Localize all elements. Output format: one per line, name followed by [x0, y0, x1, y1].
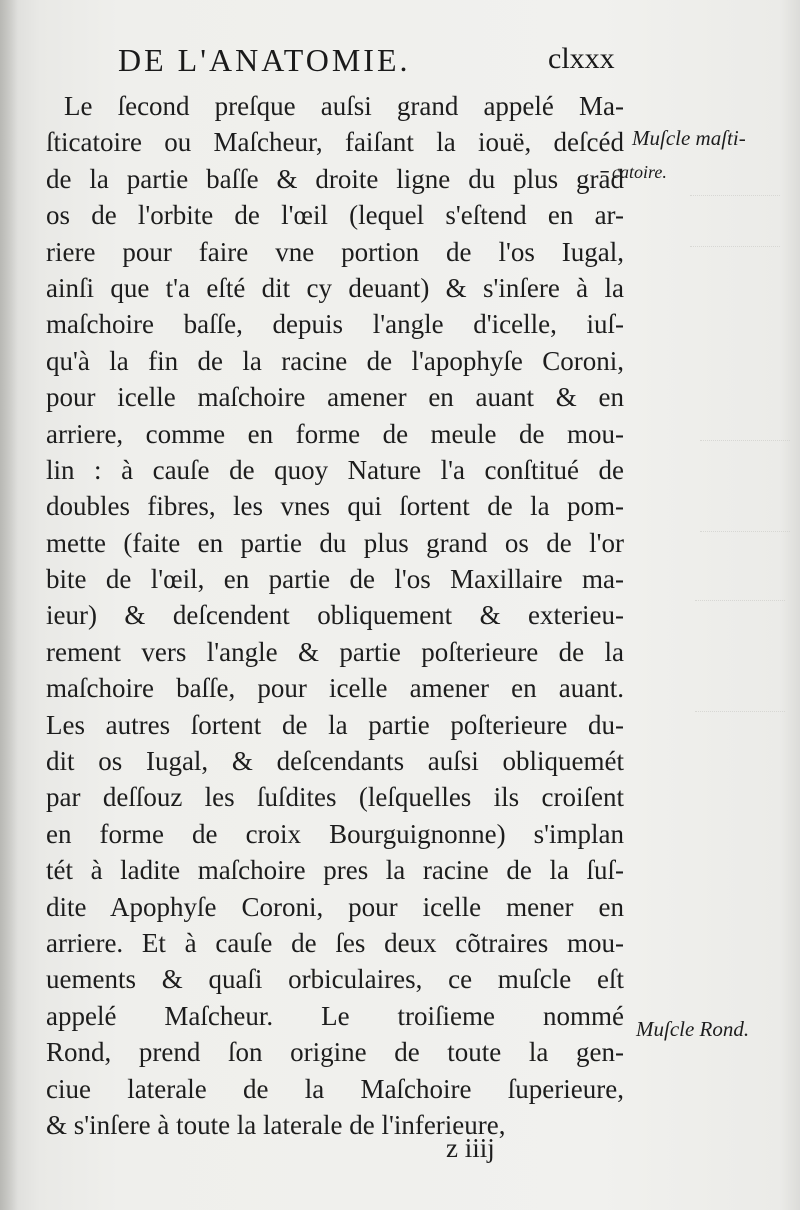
text-line: en forme de croix Bourguignonne) s'implan: [46, 818, 624, 849]
text-line: rement vers l'angle & partie poſterieure de la: [46, 636, 624, 667]
signature-mark: z iiij: [446, 1133, 495, 1163]
margin-note-line: Muſcle Rond.: [636, 1017, 750, 1041]
text-line: ieur) & deſcendent obliquement & exterieu-: [46, 600, 624, 631]
margin-note-line: catoire.: [612, 162, 667, 182]
text-line: maſchoire baſſe, pour icelle amener en auant.: [46, 673, 624, 704]
text-line: appelé Maſcheur. Le troiſieme nommé: [46, 1000, 624, 1031]
text-line: ciue laterale de la Maſchoire ſuperieure,: [46, 1073, 624, 1104]
show-through-marks: [690, 195, 780, 247]
text-line: par deſſouz les ſuſdites (leſquelles ils croiſent: [46, 782, 624, 813]
body-paragraph: [46, 88, 624, 1143]
margin-note-line: Muſcle maſti-: [632, 126, 746, 150]
text-line: maſchoire baſſe, depuis l'angle d'icelle, iuſ-: [46, 309, 624, 340]
running-header: DE L'ANATOMIE.: [118, 42, 411, 78]
text-line: de la partie baſſe & droite ligne du plus grād: [46, 163, 624, 194]
text-line: & s'inſere à toute la laterale de l'inferieure,: [46, 1109, 506, 1140]
text-line: qu'à la fin de la racine de l'apophyſe Coroni,: [46, 345, 624, 376]
text-line: arriere, comme en forme de meule de mou-: [46, 418, 624, 449]
text-line: dit os Iugal, & deſcendants auſsi obliquemét: [46, 746, 624, 777]
show-through-marks: [695, 600, 785, 712]
text-line: tét à ladite maſchoire pres la racine de la ſuſ-: [46, 855, 624, 886]
text-line: pour icelle maſchoire amener en auant & en: [46, 382, 624, 413]
margin-note-masticatoire-cont: [612, 158, 667, 186]
text-line: mette (faite en partie du plus grand os de l'or: [46, 527, 624, 558]
text-line: arriere. Et à cauſe de ſes deux cõtraires mou-: [46, 927, 624, 958]
text-line: ainſi que t'a eſté dit cy deuant) & s'inſere à la: [46, 272, 624, 303]
margin-note-masticatoire: [632, 124, 746, 152]
text-line: dite Apophyſe Coroni, pour icelle mener en: [46, 891, 624, 922]
show-through-marks: [700, 440, 790, 532]
text-line: Rond, prend ſon origine de toute la gen-: [46, 1037, 624, 1068]
gutter-shadow: [0, 0, 18, 1210]
text-line: bite de l'œil, en partie de l'os Maxillaire ma-: [46, 564, 624, 595]
margin-note-rond: [636, 1015, 749, 1043]
text-line: doubles fibres, les vnes qui ſortent de la pom-: [46, 491, 624, 522]
text-line: ſticatoire ou Maſcheur, faiſant la iouë, deſcéd: [46, 127, 624, 158]
text-line: uements & quaſi orbiculaires, ce muſcle eſt: [46, 964, 624, 995]
text-line: lin : à cauſe de quoy Nature l'a conſtitué de: [46, 454, 624, 485]
text-line: Les autres ſortent de la partie poſterieure du-: [46, 709, 624, 740]
text-line: Le ſecond preſque auſsi grand appelé Ma-: [64, 91, 624, 121]
folio-number: clxxx: [548, 42, 615, 75]
text-line: riere pour faire vne portion de l'os Iugal,: [46, 236, 624, 267]
text-line: os de l'orbite de l'œil (lequel s'eſtend en ar-: [46, 200, 624, 231]
